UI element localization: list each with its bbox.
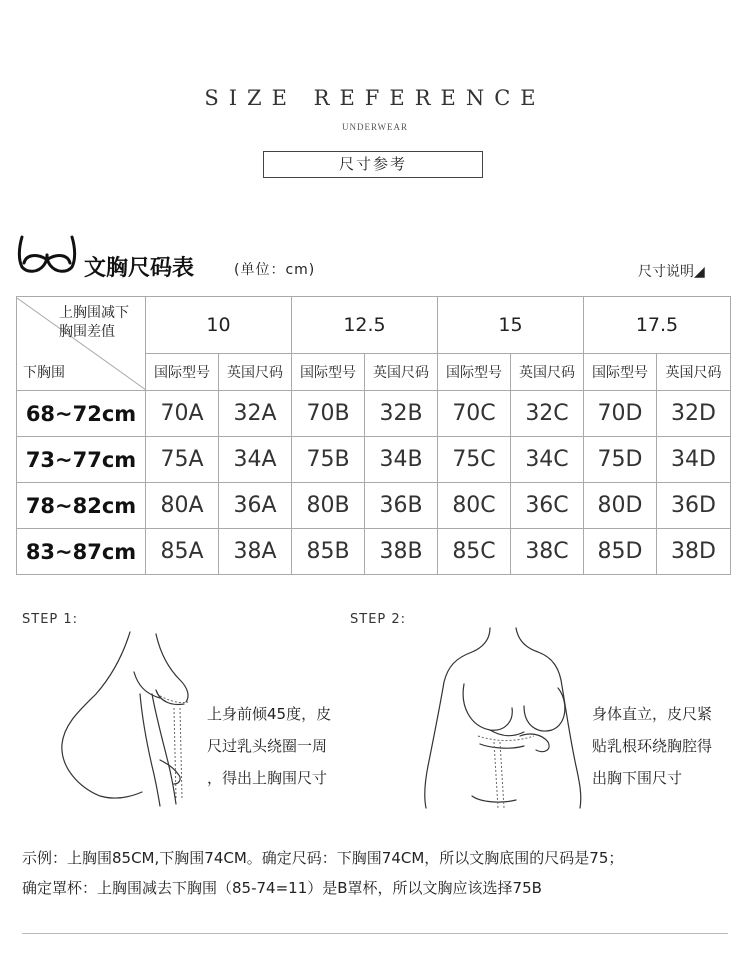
difference-header: 10 — [146, 297, 292, 354]
size-cell: 80C — [438, 483, 511, 529]
page-subtitle: UNDERWEAR — [342, 122, 408, 132]
unit-label: (单位：cm) — [234, 262, 316, 278]
size-cell: 70D — [584, 391, 657, 437]
divider — [22, 933, 728, 934]
size-cell: 32A — [219, 391, 292, 437]
example-line-2: 确定罩杯：上胸围减去下胸围（85-74=11）是B罩杯，所以文胸应该选择75B — [22, 879, 542, 897]
step-1-description: 上身前倾45度，皮 尺过乳头绕圈一周 ，得出上胸围尺寸 — [207, 705, 332, 787]
example-line-1: 示例：上胸围85CM,下胸围74CM。确定尺码：下胸围74CM，所以文胸底围的尺码是75； — [22, 849, 624, 867]
size-cell: 75D — [584, 437, 657, 483]
size-cell: 36D — [657, 483, 731, 529]
size-cell: 70B — [292, 391, 365, 437]
size-cell: 36C — [511, 483, 584, 529]
size-cell: 36A — [219, 483, 292, 529]
step-1-label: STEP 1: — [22, 612, 79, 627]
underbust-range: 83~87cm — [17, 529, 146, 575]
size-cell: 80D — [584, 483, 657, 529]
size-table-title: 文胸尺码表 — [84, 256, 195, 281]
size-table — [16, 296, 730, 578]
intl-size-header: 国际型号 — [438, 354, 511, 391]
step-1-illustration — [60, 628, 210, 810]
intl-size-header: 国际型号 — [292, 354, 365, 391]
size-cell: 75A — [146, 437, 219, 483]
step-2-description: 身体直立，皮尺紧 贴乳根环绕胸腔得 出胸下围尺寸 — [592, 705, 713, 787]
difference-header: 17.5 — [584, 297, 731, 354]
page-title: SIZE REFERENCE — [204, 86, 546, 110]
size-cell: 36B — [365, 483, 438, 529]
size-cell: 38B — [365, 529, 438, 575]
corner-bottom-label: 下胸围 — [23, 364, 65, 381]
size-cell: 38A — [219, 529, 292, 575]
bra-icon — [16, 233, 78, 275]
intl-size-header: 国际型号 — [146, 354, 219, 391]
uk-size-header: 英国尺码 — [657, 354, 731, 391]
size-cell: 75C — [438, 437, 511, 483]
difference-header: 15 — [438, 297, 584, 354]
size-note-link[interactable]: 尺寸说明◢ — [638, 264, 705, 280]
difference-header: 12.5 — [292, 297, 438, 354]
intl-size-header: 国际型号 — [584, 354, 657, 391]
table-corner-cell — [17, 297, 146, 391]
underbust-range: 68~72cm — [17, 391, 146, 437]
size-cell: 70A — [146, 391, 219, 437]
size-cell: 38D — [657, 529, 731, 575]
size-cell: 32B — [365, 391, 438, 437]
uk-size-header: 英国尺码 — [511, 354, 584, 391]
size-cell: 85B — [292, 529, 365, 575]
step-2-illustration — [420, 626, 588, 810]
size-cell: 85C — [438, 529, 511, 575]
size-cell: 75B — [292, 437, 365, 483]
size-cell: 85A — [146, 529, 219, 575]
uk-size-header: 英国尺码 — [365, 354, 438, 391]
table-row — [17, 529, 731, 575]
uk-size-header: 英国尺码 — [219, 354, 292, 391]
table-row — [17, 391, 731, 437]
table-row — [17, 437, 731, 483]
size-cell: 34A — [219, 437, 292, 483]
corner-top-label: 上胸围减下胸围差值 — [59, 304, 129, 340]
size-cell: 80B — [292, 483, 365, 529]
size-reference-button[interactable]: 尺寸参考 — [263, 151, 483, 178]
size-cell: 34B — [365, 437, 438, 483]
example-text — [22, 843, 623, 903]
table-row — [17, 483, 731, 529]
size-cell: 34C — [511, 437, 584, 483]
size-cell: 85D — [584, 529, 657, 575]
underbust-range: 78~82cm — [17, 483, 146, 529]
size-cell: 38C — [511, 529, 584, 575]
size-cell: 34D — [657, 437, 731, 483]
size-cell: 32D — [657, 391, 731, 437]
size-cell: 80A — [146, 483, 219, 529]
size-cell: 70C — [438, 391, 511, 437]
step-2-label: STEP 2: — [350, 612, 407, 627]
size-cell: 32C — [511, 391, 584, 437]
underbust-range: 73~77cm — [17, 437, 146, 483]
